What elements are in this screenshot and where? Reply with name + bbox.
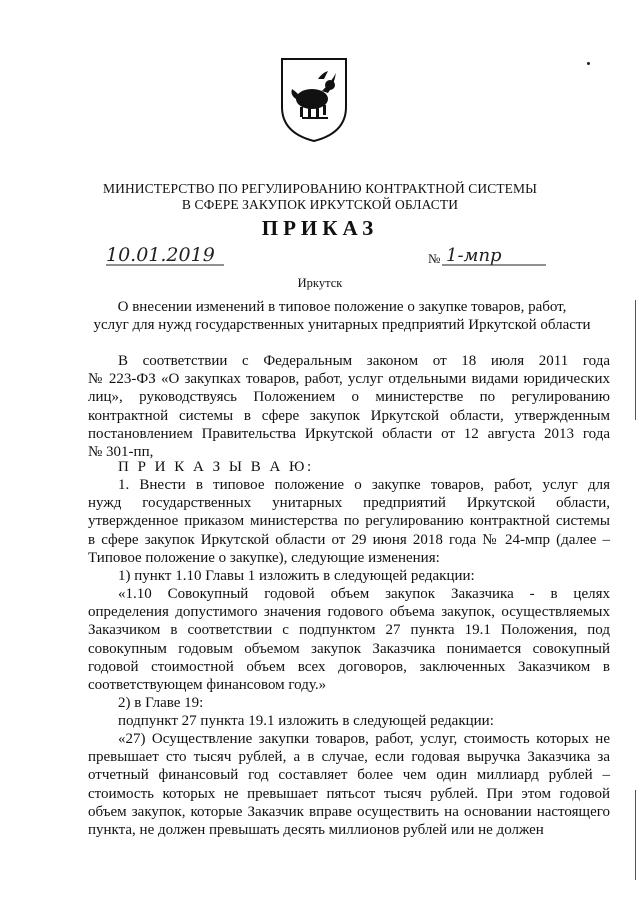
- intro-line: постановлением Правительства Иркутской области от 12 августа 2013 года: [88, 425, 610, 442]
- ministry-name-line2: В СФЕРЕ ЗАКУПОК ИРКУТСКОЙ ОБЛАСТИ: [181, 197, 459, 212]
- quote2-line: пункта, не должен превышать десять миллионов рублей или не должен: [88, 822, 544, 839]
- intro-line: В соответствии с Федеральным законом от 18 июля 2011 года: [118, 353, 610, 369]
- quote-1: [88, 585, 610, 694]
- quote-2: [88, 730, 610, 839]
- quote2-line: стоимость которых не превышает пятьсот тысяч рублей. При этом годовой: [88, 785, 610, 802]
- scan-edge-mark: [635, 300, 637, 420]
- scan-speck: [587, 62, 590, 65]
- body-intro: [88, 352, 610, 461]
- intro-line: № 301-пп,: [88, 444, 154, 461]
- number-sign: №: [428, 251, 441, 266]
- number-text: 1-мпр: [446, 245, 502, 266]
- handwritten-number: [442, 243, 548, 269]
- subject-line1: О внесении изменений в типовое положение о закупке товаров, работ,: [117, 299, 567, 315]
- city-name: Иркутск: [297, 276, 343, 290]
- handwritten-date: [106, 243, 226, 269]
- quote1-line: определения допустимого значения годового объема закупок, осуществляемых: [88, 604, 610, 621]
- item1-line: 1. Внести в типовое положение о закупке товаров, работ, услуг для: [118, 477, 610, 493]
- quote1-line: «1.10 Совокупный годовой объем закупок Заказчика - в целях: [118, 586, 610, 602]
- intro-line: лиц», руководствуясь Положением о министерстве по регулированию: [88, 389, 610, 406]
- prikazyvayu-heading: П Р И К А З Ы В А Ю:: [118, 459, 314, 475]
- ministry-name-line1: МИНИСТЕРСТВО ПО РЕГУЛИРОВАНИЮ КОНТРАКТНОЙ СИСТЕМЫ: [103, 181, 537, 196]
- item1-line: Типовое положение о закупке), следующие изменения:: [88, 549, 440, 566]
- item1-line: утвержденное приказом министерства по регулированию контрактной системы: [88, 513, 610, 530]
- quote1-line: годовой стоимостной объем всех договоров, заключенных Заказчиком в: [88, 658, 610, 675]
- order-subject: [84, 298, 600, 334]
- item1-line: нужд государственных унитарных предприятий Иркутской области,: [88, 495, 610, 512]
- quote1-line: Заказчиком в соответствии с подпунктом 27 пункта 19.1 Положения, под: [88, 622, 610, 639]
- quote-2-paragraph: [88, 730, 610, 839]
- quote2-line: превышает сто тысяч рублей, а в случае, если годовая выручка Заказчика за: [88, 749, 610, 766]
- scan-edge-mark: [635, 790, 637, 880]
- quote2-line: объем закупок, которые Заказчик вправе осуществить на основании настоящего: [88, 803, 610, 820]
- subitem-2: 2) в Главе 19:: [118, 695, 204, 711]
- intro-line: № 223-ФЗ «О закупках товаров, работ, услуг отдельными видами юридических: [88, 371, 610, 388]
- subject-line2: услуг для нужд государственных унитарных предприятий Иркутской области: [93, 317, 591, 333]
- quote1-line: соответствующем финансовом году.»: [88, 677, 327, 694]
- quote-1-paragraph: [88, 585, 610, 694]
- item1-line: в сфере закупок Иркутской области от 29 июня 2018 года № 24-мпр (далее –: [88, 531, 610, 548]
- date-text: 10.01.2019: [106, 244, 215, 266]
- subitem-1: 1) пункт 1.10 Главы 1 изложить в следующей редакции:: [118, 568, 475, 584]
- quote1-line: совокупным годовым объемом закупок Заказчика понимается совокупный: [88, 640, 610, 657]
- subitem-2-text: подпункт 27 пункта 19.1 изложить в следующей редакции:: [118, 713, 494, 729]
- intro-paragraph: [88, 352, 610, 461]
- quote2-line: отчетный финансовый год составляет более чем один миллиард рублей –: [88, 767, 610, 784]
- order-number: [428, 243, 548, 269]
- coat-of-arms-icon: [278, 55, 350, 143]
- quote2-line: «27) Осуществление закупки товаров, работ, услуг, стоимость которых не: [118, 731, 610, 747]
- item-1: [88, 476, 610, 567]
- intro-line: контрактной системы в сфере закупок Иркутской области, утвержденным: [88, 407, 610, 424]
- item-1-paragraph: [88, 476, 610, 567]
- document-type-title: ПРИКАЗ: [261, 216, 379, 240]
